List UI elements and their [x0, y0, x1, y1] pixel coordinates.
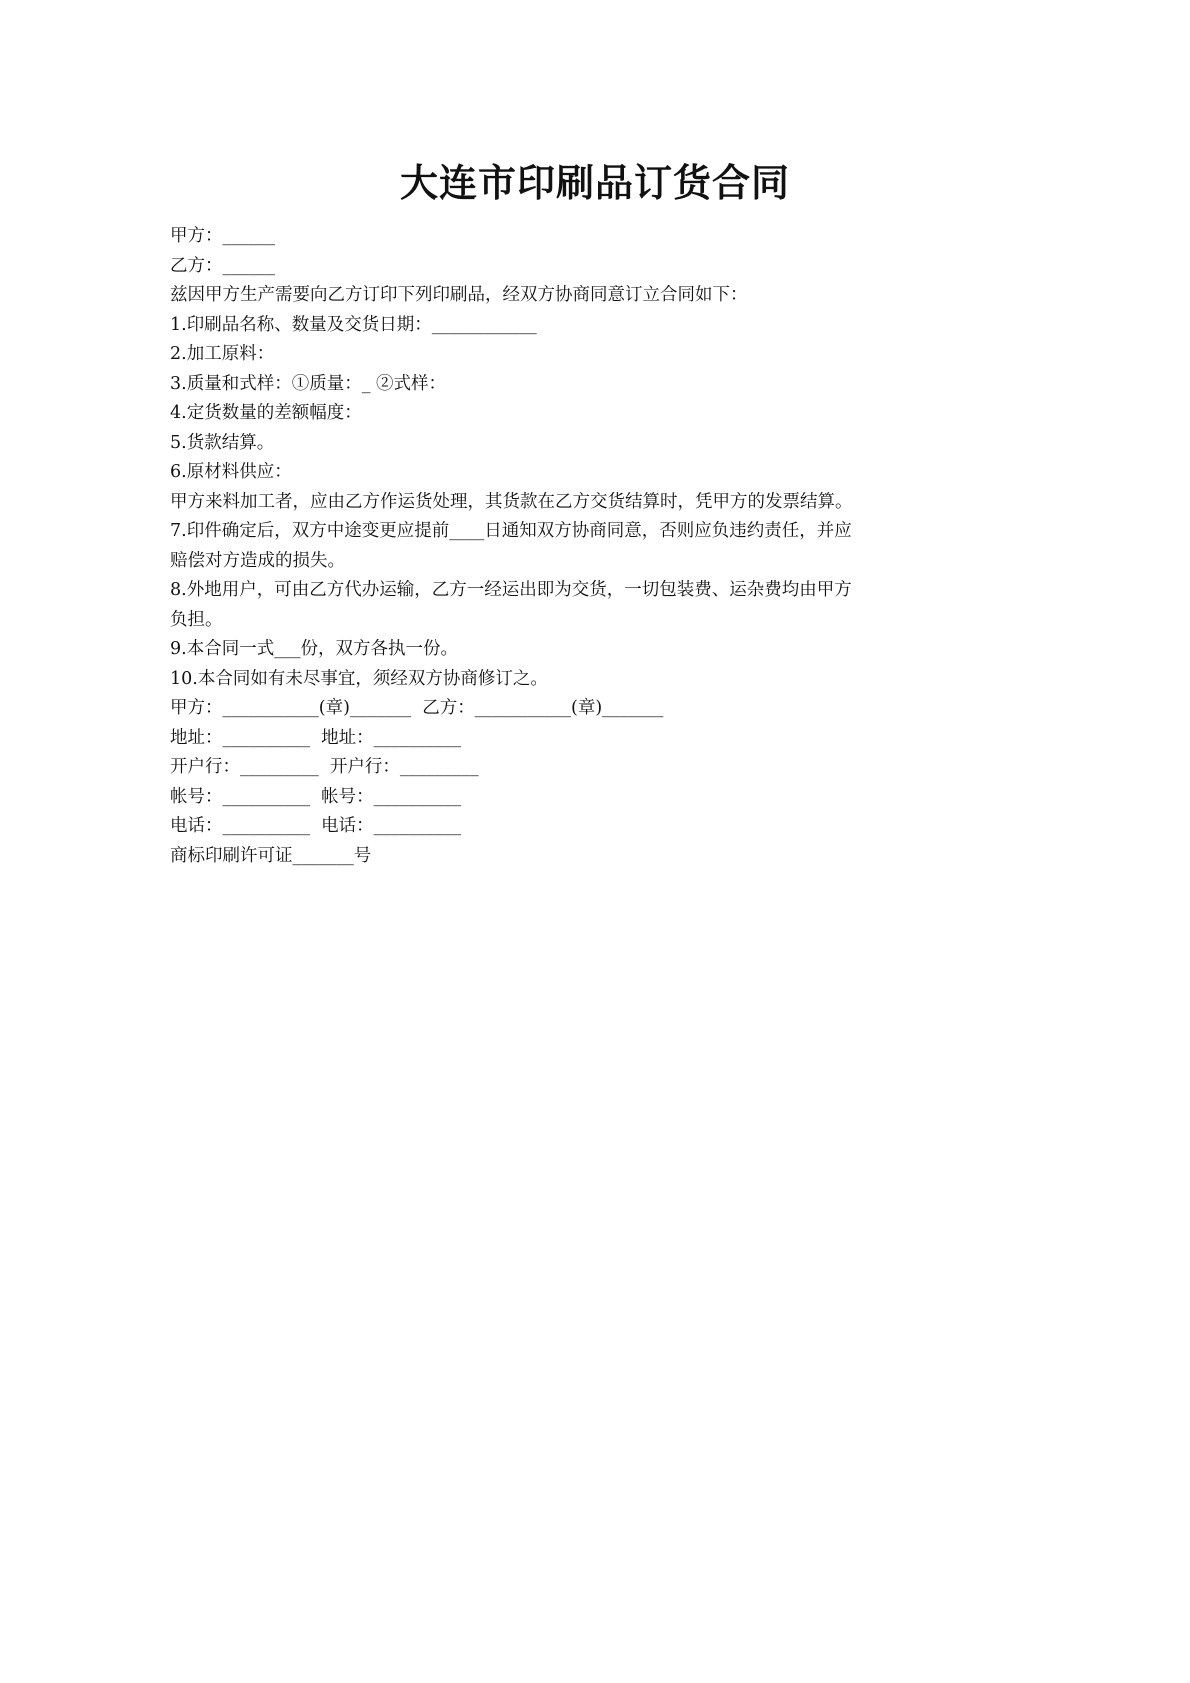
- contract-line: 2.加工原料：: [170, 344, 275, 364]
- contract-line: 10.本合同如有未尽事宜，须经双方协商修订之。: [170, 668, 548, 689]
- contract-line: 开户行：_________ 开户行：_________: [170, 757, 479, 777]
- contract-line: 6.原材料供应：: [170, 462, 292, 482]
- contract-line: 7.印件确定后，双方中途变更应提前____日通知双方协商同意，否则应负违约责任，并应: [170, 521, 852, 541]
- contract-line: 9.本合同一式___份，双方各执一份。: [170, 639, 458, 659]
- contract-line: 赔偿对方造成的损失。: [170, 550, 345, 571]
- contract-line: 兹因甲方生产需要向乙方订印下列印刷品，经双方协商同意订立合同如下：: [170, 285, 748, 305]
- contract-line: 商标印刷许可证_______号: [170, 845, 372, 866]
- contract-line: 5.货款结算。: [170, 432, 275, 453]
- contract-line: 帐号：__________ 帐号：__________: [170, 786, 462, 807]
- contract-body: [170, 222, 970, 871]
- contract-line: 乙方：______: [170, 255, 275, 276]
- contract-line: 1.印刷品名称、数量及交货日期：____________: [170, 314, 537, 335]
- contract-line: 8.外地用户，可由乙方代办运输，乙方一经运出即为交货，一切包装费、运杂费均由甲方: [170, 580, 852, 600]
- document-title: 大连市印刷品订货合同: [399, 161, 790, 205]
- contract-line: 甲方：___________(章)_______ 乙方：___________(章)_______: [170, 698, 664, 718]
- contract-line: 3.质量和式样：①质量：_ ②式样：: [170, 373, 447, 394]
- contract-line: 地址：__________ 地址：__________: [170, 727, 462, 748]
- contract-line: 负担。: [170, 609, 223, 630]
- contract-line: 4.定货数量的差额幅度：: [170, 403, 362, 423]
- contract-line: 电话：__________ 电话：__________: [170, 816, 462, 836]
- contract-line: 甲方：______: [170, 226, 275, 246]
- contract-line: 甲方来料加工者，应由乙方作运货处理，其货款在乙方交货结算时，凭甲方的发票结算。: [170, 491, 853, 512]
